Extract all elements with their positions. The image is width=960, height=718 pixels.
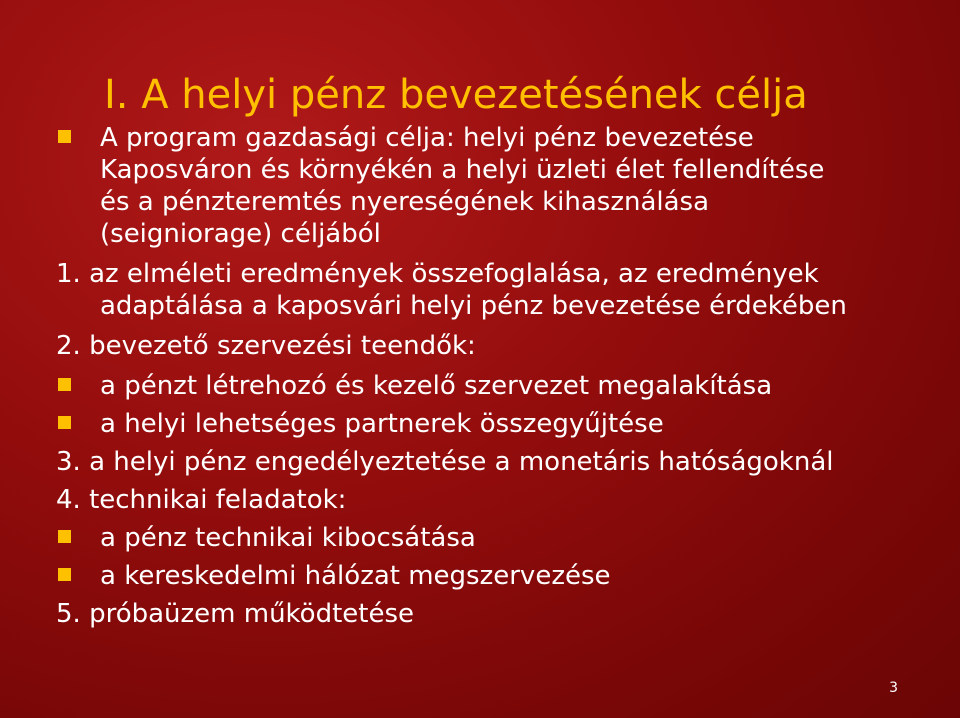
intro-line-3: és a pénzteremtés nyereségének kihasználása (100, 187, 710, 217)
intro-line-4: (seigniorage) céljából (100, 219, 381, 249)
item-2-subbullet-1: a pénzt létrehozó és kezelő szervezet megalakítása (56, 370, 936, 402)
numbered-item-5: 5. próbaüzem működtetése (56, 599, 415, 629)
item-4-subbullet-2: a kereskedelmi hálózat megszervezése (56, 560, 936, 592)
item-1-line-1: 1. az elméleti eredmények összefoglalása, az eredmények (56, 259, 819, 289)
numbered-item-3: 3. a helyi pénz engedélyeztetése a monetáris hatóságoknál (56, 447, 834, 477)
item-2-subbullet-2: a helyi lehetséges partnerek összegyűjtése (56, 408, 936, 440)
page-number: 3 (889, 680, 898, 696)
numbered-item-1 (56, 258, 936, 322)
numbered-item-2: 2. bevezető szervezési teendők: (56, 331, 476, 361)
slide-body (56, 122, 936, 630)
numbered-item-4: 4. technikai feladatok: (56, 485, 347, 515)
square-bullet-icon (58, 530, 71, 543)
item-4-subbullet-1: a pénz technikai kibocsátása (56, 522, 936, 554)
square-bullet-icon (58, 416, 71, 429)
intro-line-2: Kaposváron és környékén a helyi üzleti élet fellendítése (100, 155, 825, 185)
slide-title: I. A helyi pénz bevezetésének célja (104, 71, 808, 118)
intro-line-1: A program gazdasági célja: helyi pénz bevezetése (100, 123, 754, 153)
square-bullet-icon (58, 568, 71, 581)
square-bullet-icon (58, 130, 71, 143)
square-bullet-icon (58, 378, 71, 391)
intro-bullet (56, 122, 936, 250)
item-1-line-2: adaptálása a kaposvári helyi pénz bevezetése érdekében (100, 291, 847, 321)
